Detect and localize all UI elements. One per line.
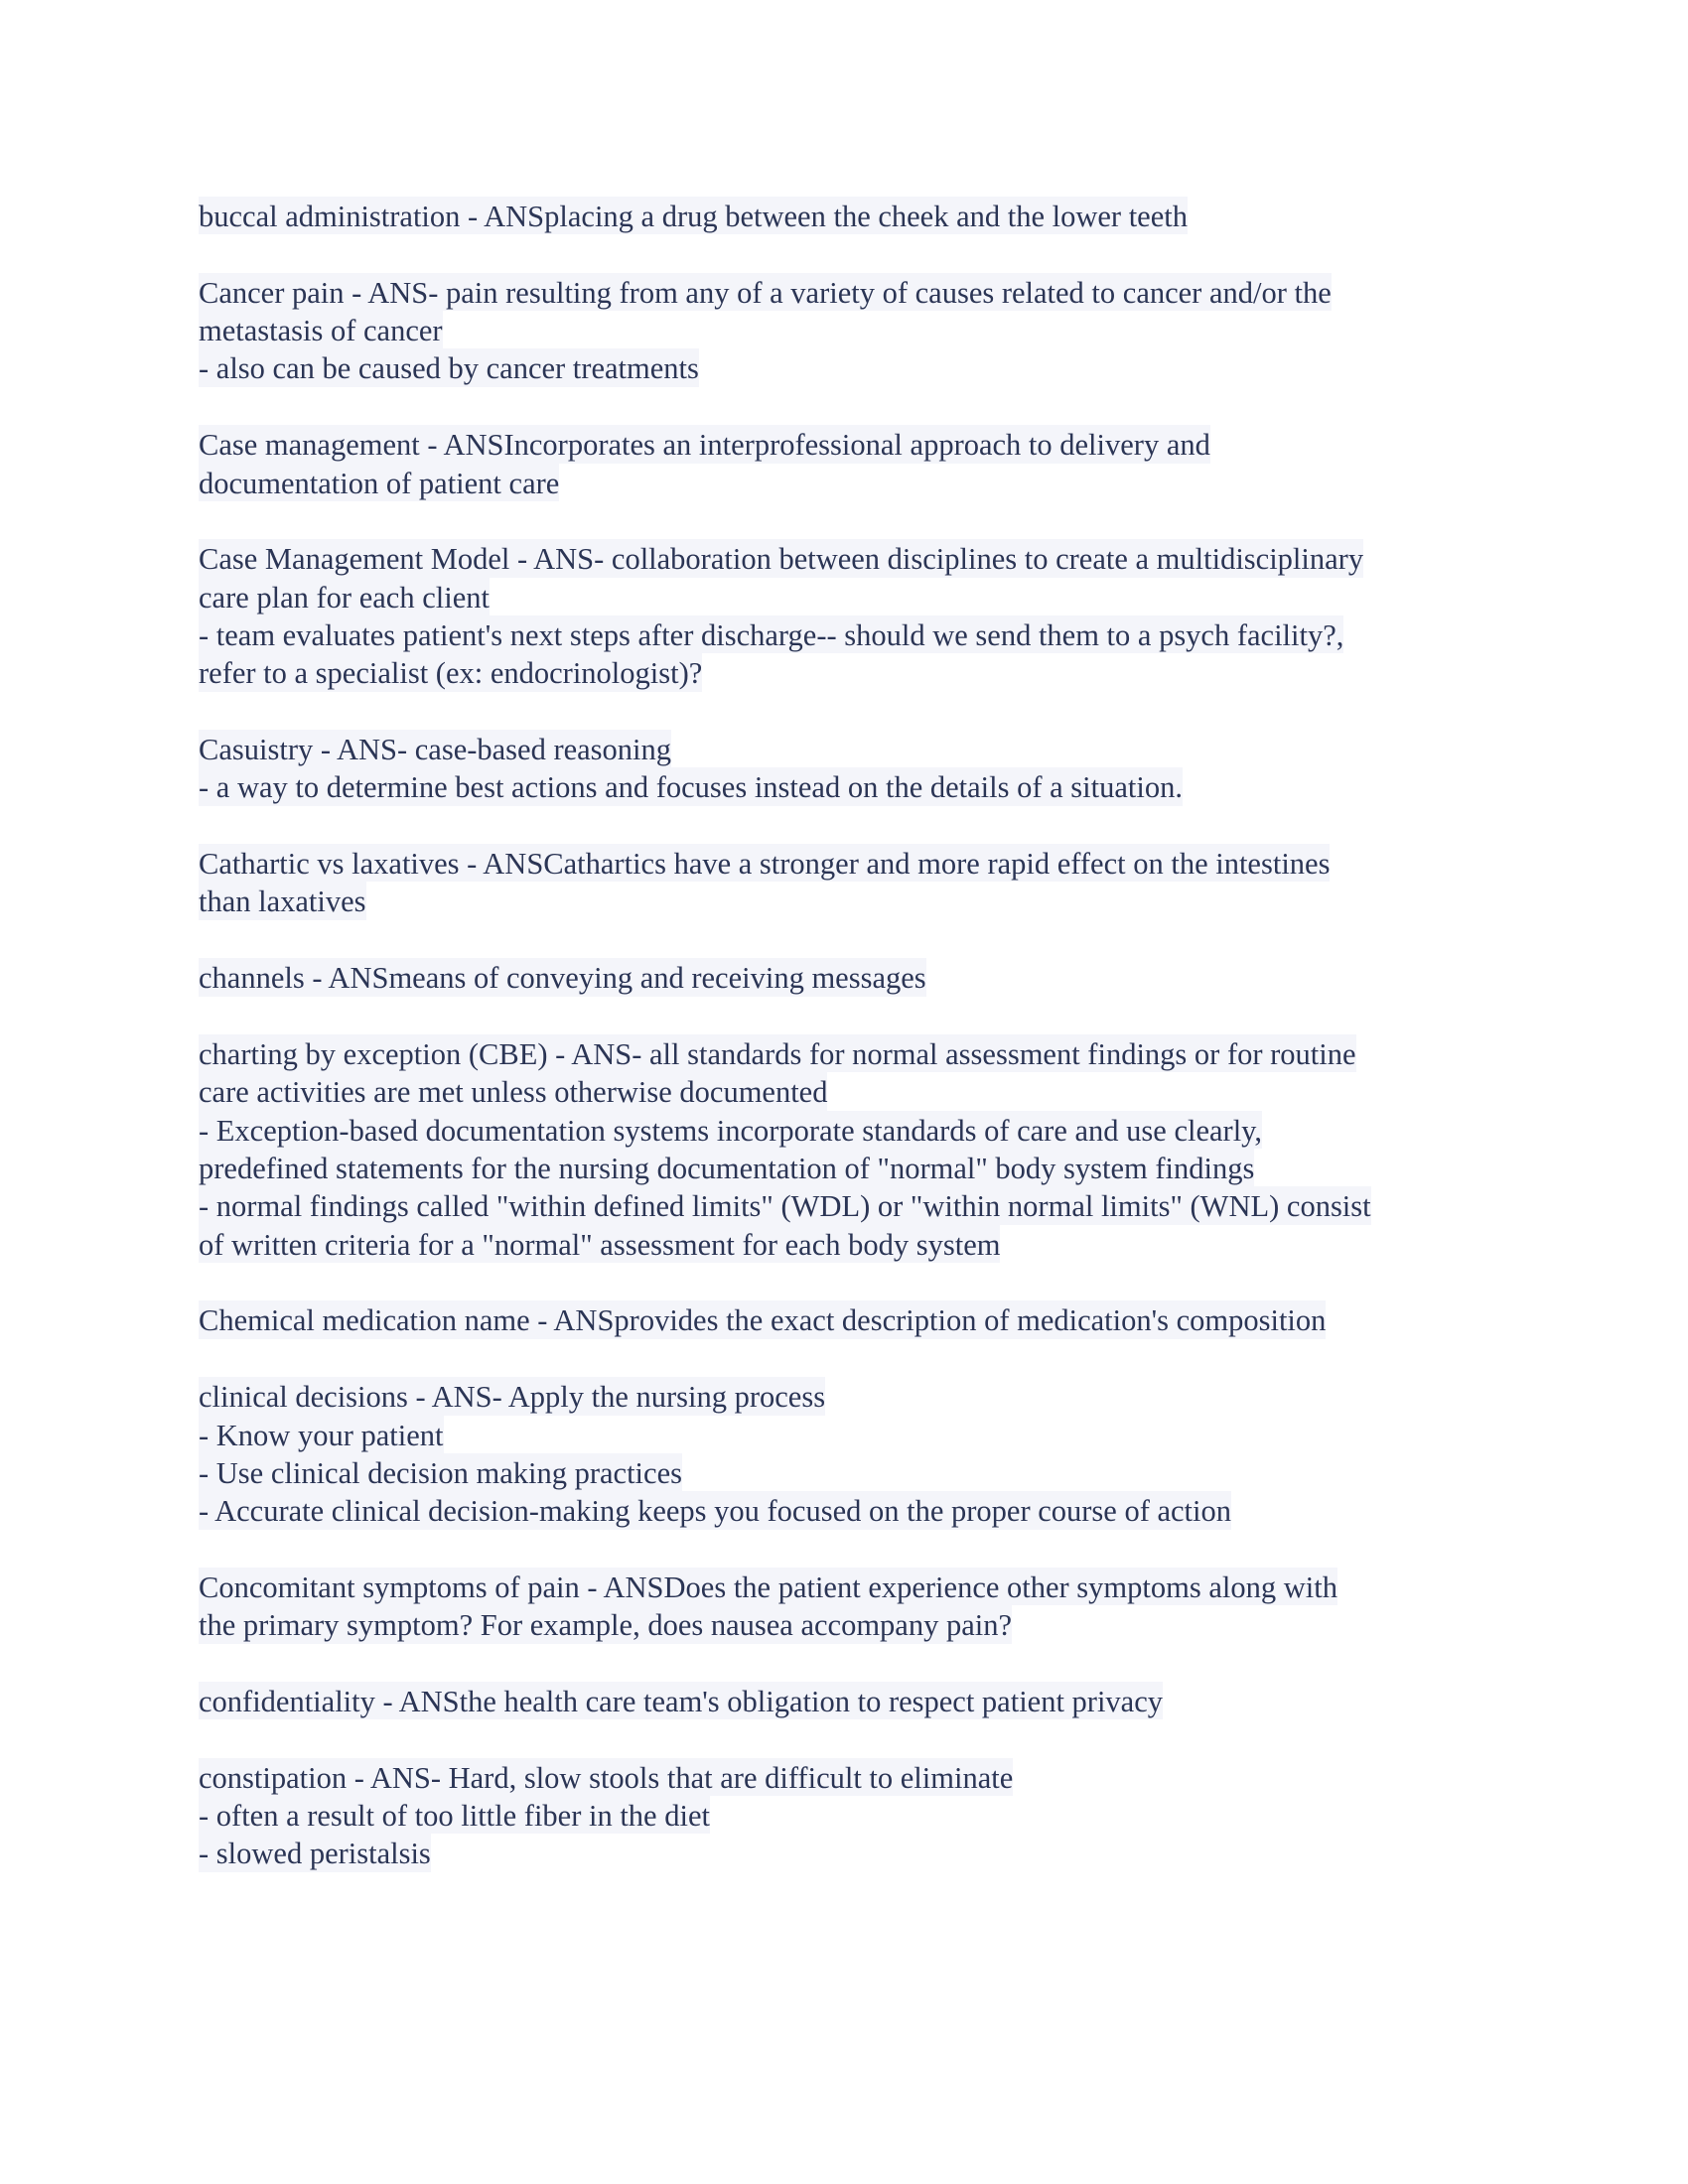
document-page bbox=[199, 197, 1509, 1910]
entry-channels bbox=[199, 958, 1509, 996]
entry-text: Chemical medication name - ANSprovides the exact description of medication's composition bbox=[199, 1300, 1326, 1338]
entry-text: - slowed peristalsis bbox=[199, 1834, 431, 1871]
entry-text: - often a result of too little fiber in the diet bbox=[199, 1796, 710, 1834]
entry-cathartic-vs-laxatives bbox=[199, 844, 1509, 920]
entry-case-management-model bbox=[199, 539, 1509, 691]
entry-text: Cathartic vs laxatives - ANSCathartics have a stronger and more rapid effect on the intestines bbox=[199, 844, 1330, 882]
entry-text: Case Management Model - ANS- collaboration between disciplines to create a multidisciplinary bbox=[199, 539, 1363, 577]
entry-text: predefined statements for the nursing documentation of "normal" body system findings bbox=[199, 1149, 1254, 1186]
entry-text: channels - ANSmeans of conveying and receiving messages bbox=[199, 958, 926, 996]
entry-text: confidentiality - ANSthe health care team's obligation to respect patient privacy bbox=[199, 1682, 1163, 1719]
entry-confidentiality bbox=[199, 1682, 1509, 1719]
entry-text: the primary symptom? For example, does nausea accompany pain? bbox=[199, 1605, 1012, 1643]
entry-text: - also can be caused by cancer treatments bbox=[199, 348, 699, 386]
entry-concomitant-symptoms-of-pain bbox=[199, 1568, 1509, 1644]
entry-text: - Know your patient bbox=[199, 1416, 444, 1453]
entry-case-management bbox=[199, 425, 1509, 501]
entry-text: refer to a specialist (ex: endocrinologist)? bbox=[199, 653, 702, 691]
entry-text: Concomitant symptoms of pain - ANSDoes the patient experience other symptoms along with bbox=[199, 1568, 1337, 1605]
entry-text: constipation - ANS- Hard, slow stools that are difficult to eliminate bbox=[199, 1758, 1013, 1796]
entry-text: documentation of patient care bbox=[199, 464, 559, 501]
entry-text: care activities are met unless otherwise documented bbox=[199, 1072, 827, 1110]
entry-text: charting by exception (CBE) - ANS- all standards for normal assessment findings or for routine bbox=[199, 1034, 1356, 1072]
entry-text: - Exception-based documentation systems incorporate standards of care and use clearly, bbox=[199, 1111, 1262, 1149]
entry-text: than laxatives bbox=[199, 882, 366, 919]
entry-chemical-medication-name bbox=[199, 1300, 1509, 1338]
entry-buccal-administration bbox=[199, 197, 1509, 234]
entry-text: - a way to determine best actions and focuses instead on the details of a situation. bbox=[199, 767, 1183, 805]
entry-text: - normal findings called "within defined limits" (WDL) or "within normal limits" (WNL) consist bbox=[199, 1186, 1371, 1224]
entry-text: buccal administration - ANSplacing a drug between the cheek and the lower teeth bbox=[199, 197, 1188, 234]
entry-text: metastasis of cancer bbox=[199, 311, 443, 348]
entry-text: - team evaluates patient's next steps after discharge-- should we send them to a psych facility?, bbox=[199, 615, 1343, 653]
entry-cancer-pain bbox=[199, 273, 1509, 387]
entry-text: - Use clinical decision making practices bbox=[199, 1453, 682, 1491]
entry-constipation bbox=[199, 1758, 1509, 1872]
entry-casuistry bbox=[199, 730, 1509, 806]
entry-text: Cancer pain - ANS- pain resulting from any of a variety of causes related to cancer and/or the bbox=[199, 273, 1332, 311]
entry-clinical-decisions bbox=[199, 1377, 1509, 1529]
entry-text: of written criteria for a "normal" assessment for each body system bbox=[199, 1225, 1000, 1263]
entry-text: clinical decisions - ANS- Apply the nursing process bbox=[199, 1377, 825, 1415]
entry-charting-by-exception bbox=[199, 1034, 1509, 1263]
entry-text: Casuistry - ANS- case-based reasoning bbox=[199, 730, 671, 767]
entry-text: - Accurate clinical decision-making keeps you focused on the proper course of action bbox=[199, 1491, 1231, 1529]
entry-text: Case management - ANSIncorporates an interprofessional approach to delivery and bbox=[199, 425, 1210, 463]
entry-text: care plan for each client bbox=[199, 578, 490, 615]
